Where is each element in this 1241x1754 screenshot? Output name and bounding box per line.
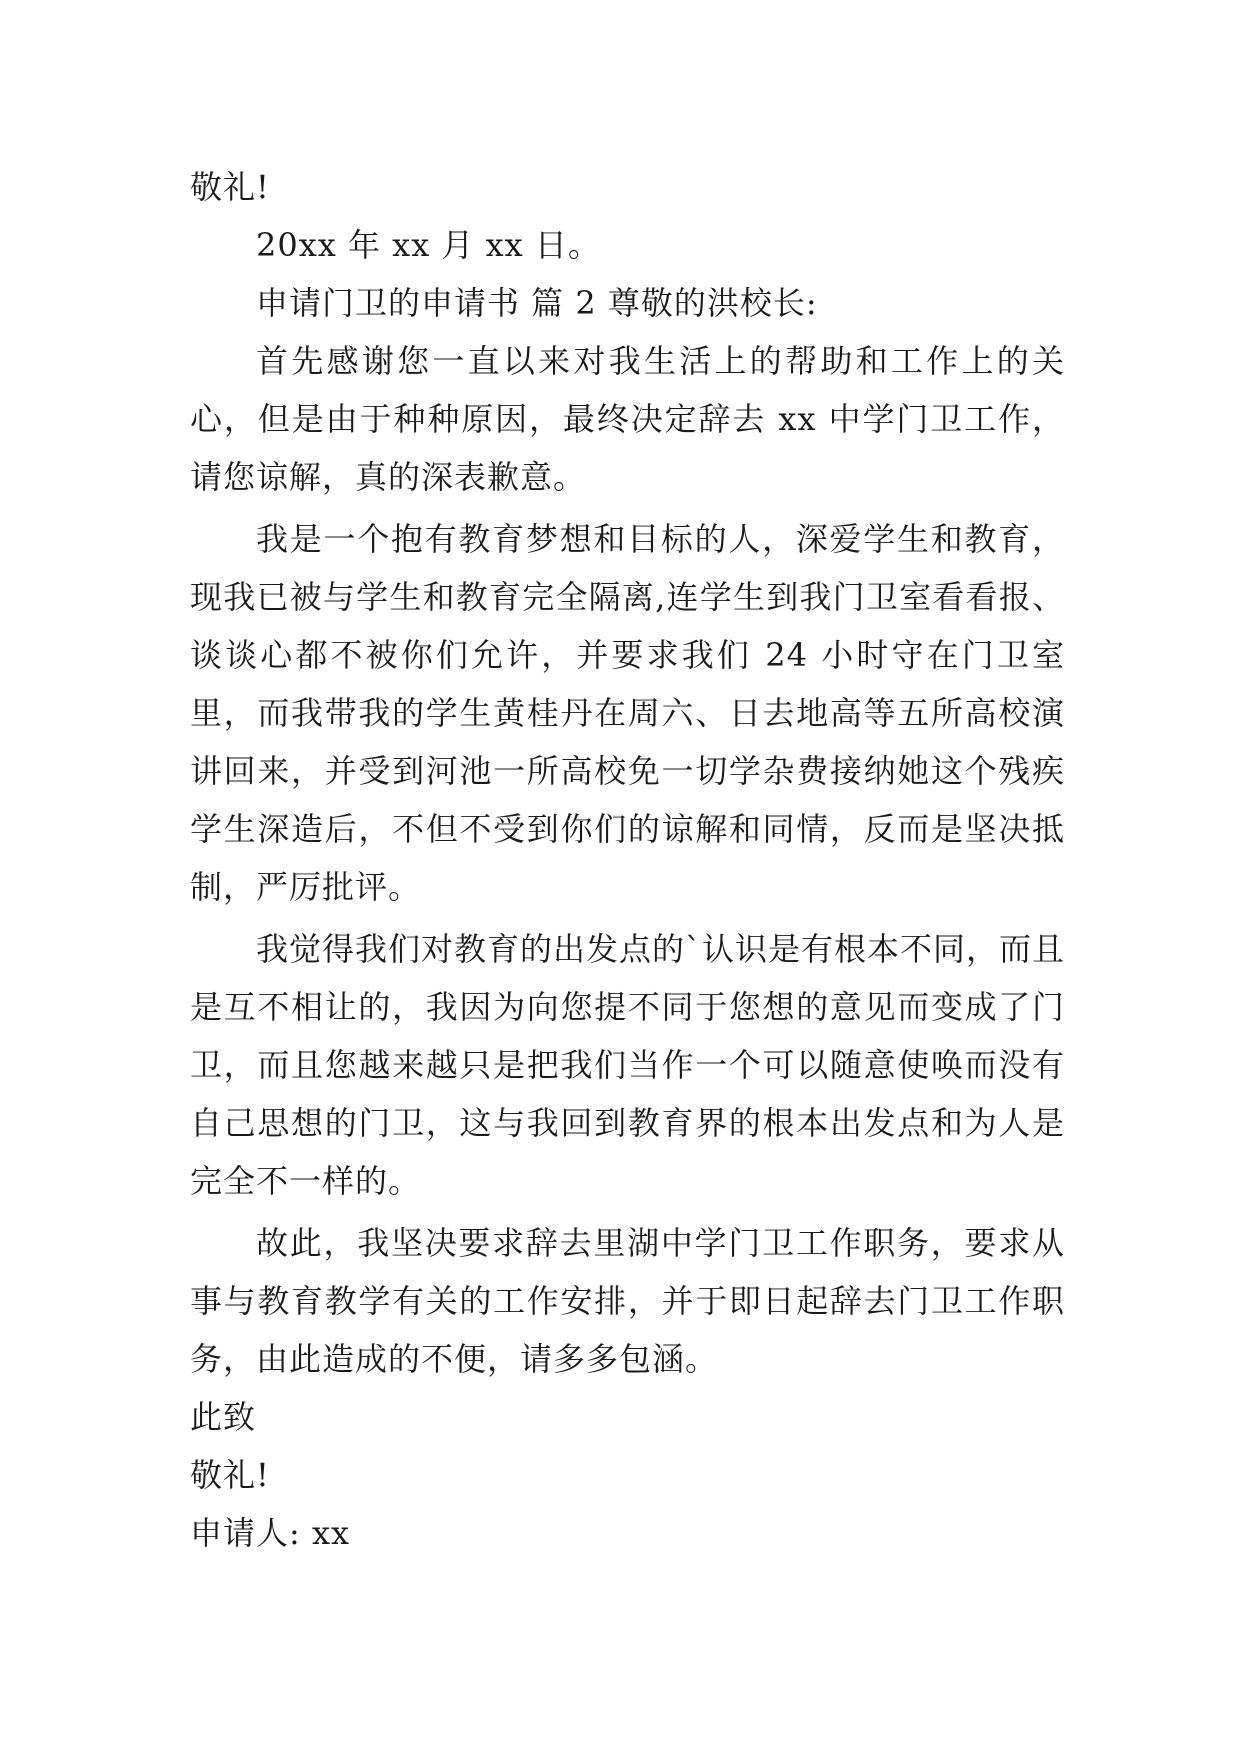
paragraph-3: 我觉得我们对教育的出发点的`认识是有根本不同，而且是互不相让的，我因为向您提不同于您想的意见而变成了门卫，而且您越来越只是把我们当作一个可以随意使唤而没有自己思想的门卫，这与我回到教育界的根本出发点和为人是完全不一样的。 <box>190 930 1066 1200</box>
paragraph-4: 故此，我坚决要求辞去里湖中学门卫工作职务，要求从事与教育教学有关的工作安排，并于即日起辞去门卫工作职务，由此造成的不便，请多多包涵。 <box>190 1224 1065 1378</box>
applicant-signature: 申请人: xx <box>190 1514 351 1552</box>
salutation: 此致 <box>190 1398 257 1436</box>
document-body <box>190 158 1065 1562</box>
closing-top: 敬礼! <box>190 168 270 206</box>
date-line: 20xx 年 xx 月 xx 日。 <box>256 226 601 264</box>
closing: 敬礼! <box>190 1456 270 1494</box>
paragraph-1: 首先感谢您一直以来对我生活上的帮助和工作上的关心，但是由于种种原因，最终决定辞去 xx 中学门卫工作，请您谅解，真的深表歉意。 <box>190 342 1065 496</box>
title-line: 申请门卫的申请书 篇 2 尊敬的洪校长: <box>256 284 818 322</box>
paragraph-2: 我是一个抱有教育梦想和目标的人，深爱学生和教育，现我已被与学生和教育完全隔离,连学生到我门卫室看看报、谈谈心都不被你们允许，并要求我们 24 小时守在门卫室里，而我带我的学生黄桂丹在周六、日去地高等五所高校演讲回来，并受到河池一所高校免一切学杂费接纳她这个残疾学生深造后，不但不受到你们的谅解和同情，反而是坚决抵制，严厉批评。 <box>190 520 1065 906</box>
